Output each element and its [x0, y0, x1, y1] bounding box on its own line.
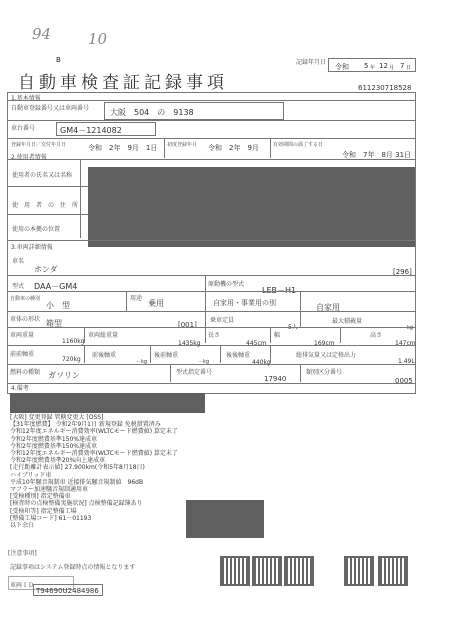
remark-line: 令和12年度エネルギー消費効率(WLTCモード燃費値) 算定未了: [10, 428, 178, 436]
record-date-era: 令和: [335, 63, 349, 71]
rear-front-axle-value: －kg: [198, 359, 210, 365]
remark-line: 平成10年騒音規制車 近接排気騒音規制値 96dB: [10, 478, 144, 486]
length-value: 445cm: [246, 340, 267, 347]
record-date-label: 記録年月日: [296, 59, 327, 66]
handwritten-number-right: 10: [88, 30, 108, 48]
max-load-value: －kg: [402, 325, 414, 331]
rear-rear-axle-label: 後後軸重: [226, 352, 251, 359]
engine-label: 原動機の型式: [208, 281, 245, 288]
expiry-label: 有効期間の満了する日: [273, 142, 324, 148]
maker-value: ホンダ: [34, 265, 58, 274]
vehicle-id-value: T94690U2484986: [36, 587, 99, 595]
remark-line: 【31年度燃費】 令和2年9月1日 新規登録 免税措置済み: [10, 421, 161, 429]
width-label: 幅: [274, 332, 281, 339]
remark-line: ハイブリッド車: [10, 471, 52, 479]
kind-label: 自動車の種別: [10, 296, 41, 302]
fuel-label: 燃料の種類: [10, 369, 41, 376]
section2-heading: 2.使用者情報: [11, 154, 47, 161]
front-rear-axle-value: －kg: [136, 359, 148, 365]
remark-line: [大阪] 変更登録 管轄変更大 [OSS]: [10, 414, 104, 421]
body-code: [001]: [178, 321, 197, 329]
capacity-value: 5人: [288, 324, 298, 331]
vehicle-id-label: 車両ＩＤ: [10, 582, 35, 589]
fuel-value: ガソリン: [48, 371, 80, 380]
model-value: DAA－GM4: [34, 282, 78, 291]
weight-label: 車両重量: [10, 332, 35, 339]
remarks-list: [10, 414, 178, 529]
width-value: 169cm: [314, 340, 335, 347]
height-label: 高さ: [370, 332, 383, 339]
first-year-label: 初度登録年月: [167, 142, 198, 148]
qr-code: [378, 556, 408, 586]
front-rear-axle-label: 前後軸重: [92, 352, 117, 359]
redacted-remark: [10, 393, 205, 413]
first-reg-label: 登録年月日／交付年月日: [11, 142, 67, 148]
private-value: 自家用: [316, 303, 340, 312]
remark-line: 令和2年度燃費基準20%向上達成車: [10, 457, 106, 465]
remark-line: 令和12年度エネルギー消費効率(WLTCモード燃費値) 算定未了: [10, 450, 178, 458]
remark-line: 令和2年度燃費基準150%達成車: [10, 435, 97, 443]
qr-code: [252, 556, 282, 586]
remark-line: [走行距離計表示値] 27,900km(令和5年8月18日): [10, 464, 145, 472]
engine-value: LEB－H1: [262, 286, 297, 295]
model-label: 型式: [12, 283, 25, 290]
body-value: 箱型: [46, 319, 62, 328]
type-spec-value: 17940: [264, 375, 287, 383]
section1-heading: 1.基本情報: [11, 95, 41, 102]
section4-heading: 4.備考: [11, 385, 29, 392]
max-load-label: 最大積載量: [332, 318, 363, 325]
front-axle-label: 前前軸重: [10, 351, 35, 358]
notice-heading: [注意事項]: [8, 550, 37, 557]
displacement-label: 総排気量又は定格出力: [296, 352, 357, 359]
remark-line: 令和2年度燃費基準150%達成車: [10, 442, 97, 450]
record-date-month-unit: 月: [389, 65, 395, 71]
gross-weight-label: 車両総重量: [88, 332, 119, 339]
qr-code: [220, 556, 250, 586]
reg-number-value: 大阪 504 の 9138: [110, 108, 194, 117]
first-year-value: 令和 2年 9月: [208, 144, 259, 152]
maker-code: [296]: [393, 268, 412, 276]
b-mark: B: [56, 56, 61, 64]
record-date-year-unit: 年: [370, 65, 376, 71]
qr-code: [284, 556, 314, 586]
rear-rear-axle-value: 440kg: [252, 359, 271, 366]
category-label: 類別区分番号: [306, 369, 343, 376]
maker-label: 車名: [12, 258, 25, 265]
remark-line: [整備工場コード] 61－01193: [10, 514, 92, 522]
weight-value: 1160kg: [62, 338, 85, 345]
document-number: 611230718528: [358, 84, 412, 92]
rear-front-axle-label: 後前軸重: [154, 352, 179, 359]
record-date-month: 12: [379, 62, 388, 70]
remark-line: [受検印等] 指定整備工場: [10, 507, 77, 515]
base-location-label: 使用の本拠の位置: [12, 226, 61, 233]
user-name-label: 使用者の氏名又は名称: [12, 172, 73, 179]
redacted-stamp: [186, 500, 264, 538]
use-label: 用途: [130, 295, 143, 302]
gross-weight-value: 1435kg: [178, 340, 201, 347]
reg-number-label: 自動車登録番号又は車両番号: [11, 105, 90, 112]
height-value: 147cm: [395, 340, 416, 347]
redacted-user-info: [88, 167, 415, 247]
section3-heading: 3.車両詳細情報: [11, 244, 53, 251]
category-value: 0005: [395, 377, 413, 385]
handwritten-number-left: 94: [32, 25, 52, 43]
remark-line: [受検種別] 指定整備車: [10, 493, 71, 501]
type-spec-label: 型式指定番号: [176, 369, 213, 376]
expiry-value: 令和 7年 8月 31日: [342, 151, 412, 159]
remark-line: [検査時の点検整備実施状況] 点検整備記録簿あり: [10, 500, 143, 508]
use-value: 乗用: [148, 299, 164, 308]
record-date-day-unit: 日: [406, 65, 412, 71]
length-label: 長さ: [208, 332, 221, 339]
record-date-day: 7: [400, 62, 405, 70]
remark-line: マフラー加速騒音規制適用車: [10, 486, 89, 494]
body-label: 車体の形状: [10, 316, 41, 323]
remark-line: 以下余白: [10, 522, 35, 530]
document-title: 自動車検査証記録事項: [18, 73, 228, 93]
chassis-label: 車台番号: [11, 125, 36, 132]
chassis-value: GM4－1214082: [60, 126, 122, 135]
qr-code: [344, 556, 374, 586]
user-address-label: 使 用 者 の 住 所: [12, 202, 79, 209]
capacity-label: 乗車定員: [210, 317, 235, 324]
notice-text: 記録事項はシステム登録時点の情報となります: [10, 564, 136, 571]
first-reg-value: 令和 2年 9月 1日: [88, 144, 158, 152]
private-label: 自家用・事業用の別: [213, 299, 276, 307]
displacement-value: 1.49L: [398, 358, 415, 365]
front-axle-value: 720kg: [62, 356, 81, 363]
record-date-year: 5: [364, 62, 369, 70]
kind-value: 小 型: [46, 301, 70, 310]
